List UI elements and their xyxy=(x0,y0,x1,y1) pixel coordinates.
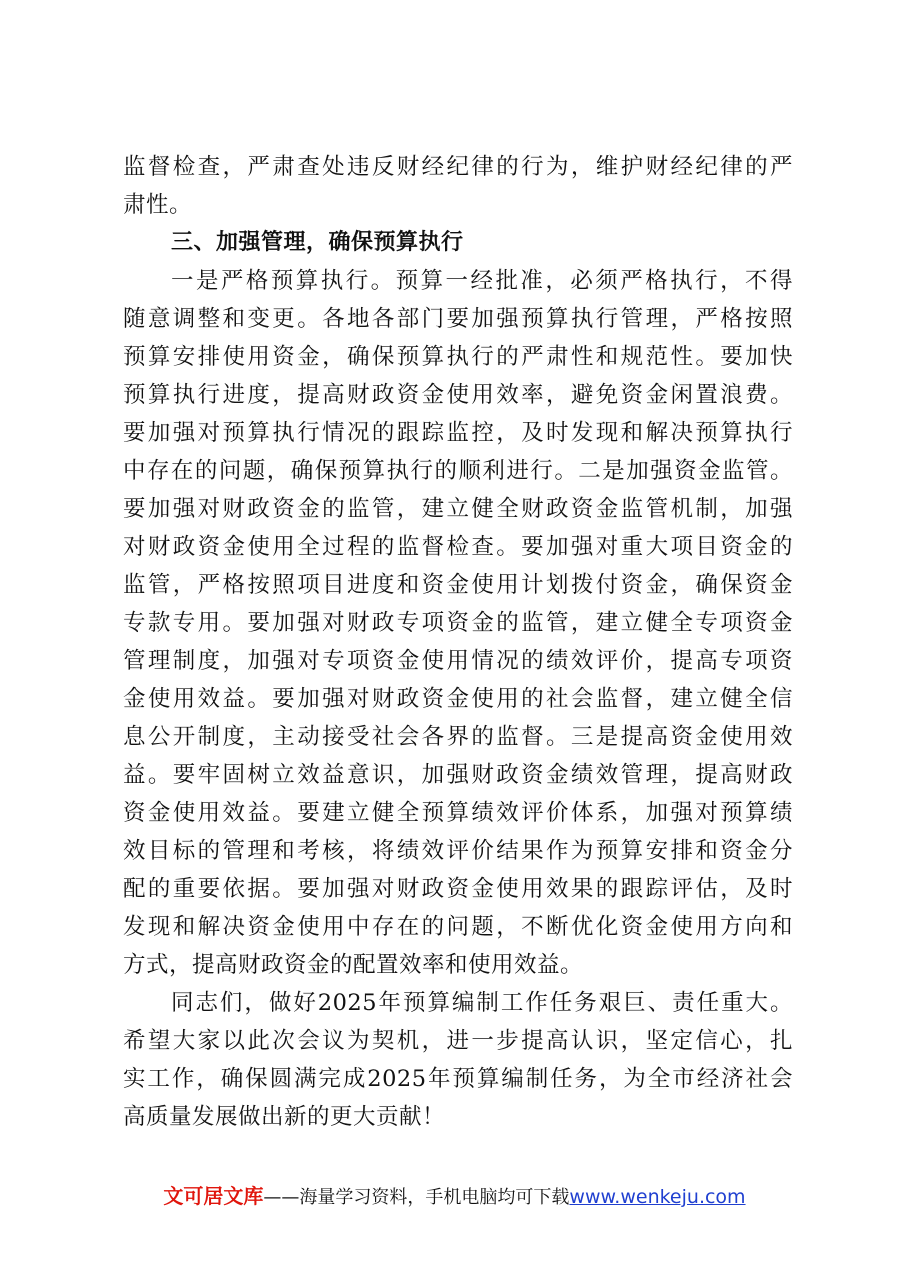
paragraph-line: 预算执行进度，提高财政资金使用效率，避免资金闲置浪费。 xyxy=(123,382,793,408)
footer-tagline: ——海量学习资料，手机电脑均可下载 xyxy=(263,1187,570,1208)
section-heading: 三、加强管理，确保预算执行 xyxy=(171,230,464,255)
document-body xyxy=(123,148,793,1136)
footer-brand: 文可居文库 xyxy=(163,1184,264,1208)
paragraph-line: 要加强对预算执行情况的跟踪监控，及时发现和解决预算执行 xyxy=(123,420,793,446)
paragraph-line: 一是严格预算执行。预算一经批准，必须严格执行，不得 xyxy=(171,268,793,294)
paragraph-line: 肃性。 xyxy=(123,192,193,218)
paragraph-line: 预算安排使用资金，确保预算执行的严肃性和规范性。要加快 xyxy=(123,344,793,370)
paragraph-line: 益。要牢固树立效益意识，加强财政资金绩效管理，提高财政 xyxy=(123,762,793,788)
paragraph-line: 实工作，确保圆满完成2025年预算编制任务，为全市经济社会 xyxy=(123,1066,793,1092)
footer-banner xyxy=(0,1180,909,1209)
footer-website-link[interactable]: www.wenkeju.com xyxy=(569,1186,746,1208)
paragraph-line: 金使用效益。要加强对财政资金使用的社会监督，建立健全信 xyxy=(123,686,793,712)
paragraph-line: 专款专用。要加强对财政专项资金的监管，建立健全专项资金 xyxy=(123,610,793,636)
paragraph-line: 希望大家以此次会议为契机，进一步提高认识，坚定信心，扎 xyxy=(123,1028,793,1054)
paragraph-line: 管理制度，加强对专项资金使用情况的绩效评价，提高专项资 xyxy=(123,648,793,674)
paragraph-line: 中存在的问题，确保预算执行的顺利进行。二是加强资金监管。 xyxy=(123,458,793,484)
paragraph-line: 要加强对财政资金的监管，建立健全财政资金监管机制，加强 xyxy=(123,496,793,522)
paragraph-line: 同志们，做好2025年预算编制工作任务艰巨、责任重大。 xyxy=(171,990,793,1016)
paragraph-line: 监管，严格按照项目进度和资金使用计划拨付资金，确保资金 xyxy=(123,572,793,598)
paragraph-line: 发现和解决资金使用中存在的问题，不断优化资金使用方向和 xyxy=(123,914,793,940)
paragraph-line: 监督检查，严肃查处违反财经纪律的行为，维护财经纪律的严 xyxy=(123,154,793,180)
paragraph-line: 配的重要依据。要加强对财政资金使用效果的跟踪评估，及时 xyxy=(123,876,793,902)
paragraph-line: 对财政资金使用全过程的监督检查。要加强对重大项目资金的 xyxy=(123,534,793,560)
paragraph-line: 息公开制度，主动接受社会各界的监督。三是提高资金使用效 xyxy=(123,724,793,750)
paragraph-line: 方式，提高财政资金的配置效率和使用效益。 xyxy=(123,952,584,978)
paragraph-line: 高质量发展做出新的更大贡献！ xyxy=(123,1104,446,1130)
paragraph-line: 随意调整和变更。各地各部门要加强预算执行管理，严格按照 xyxy=(123,306,793,332)
paragraph-line: 资金使用效益。要建立健全预算绩效评价体系，加强对预算绩 xyxy=(123,800,793,826)
paragraph-line: 效目标的管理和考核，将绩效评价结果作为预算安排和资金分 xyxy=(123,838,793,864)
